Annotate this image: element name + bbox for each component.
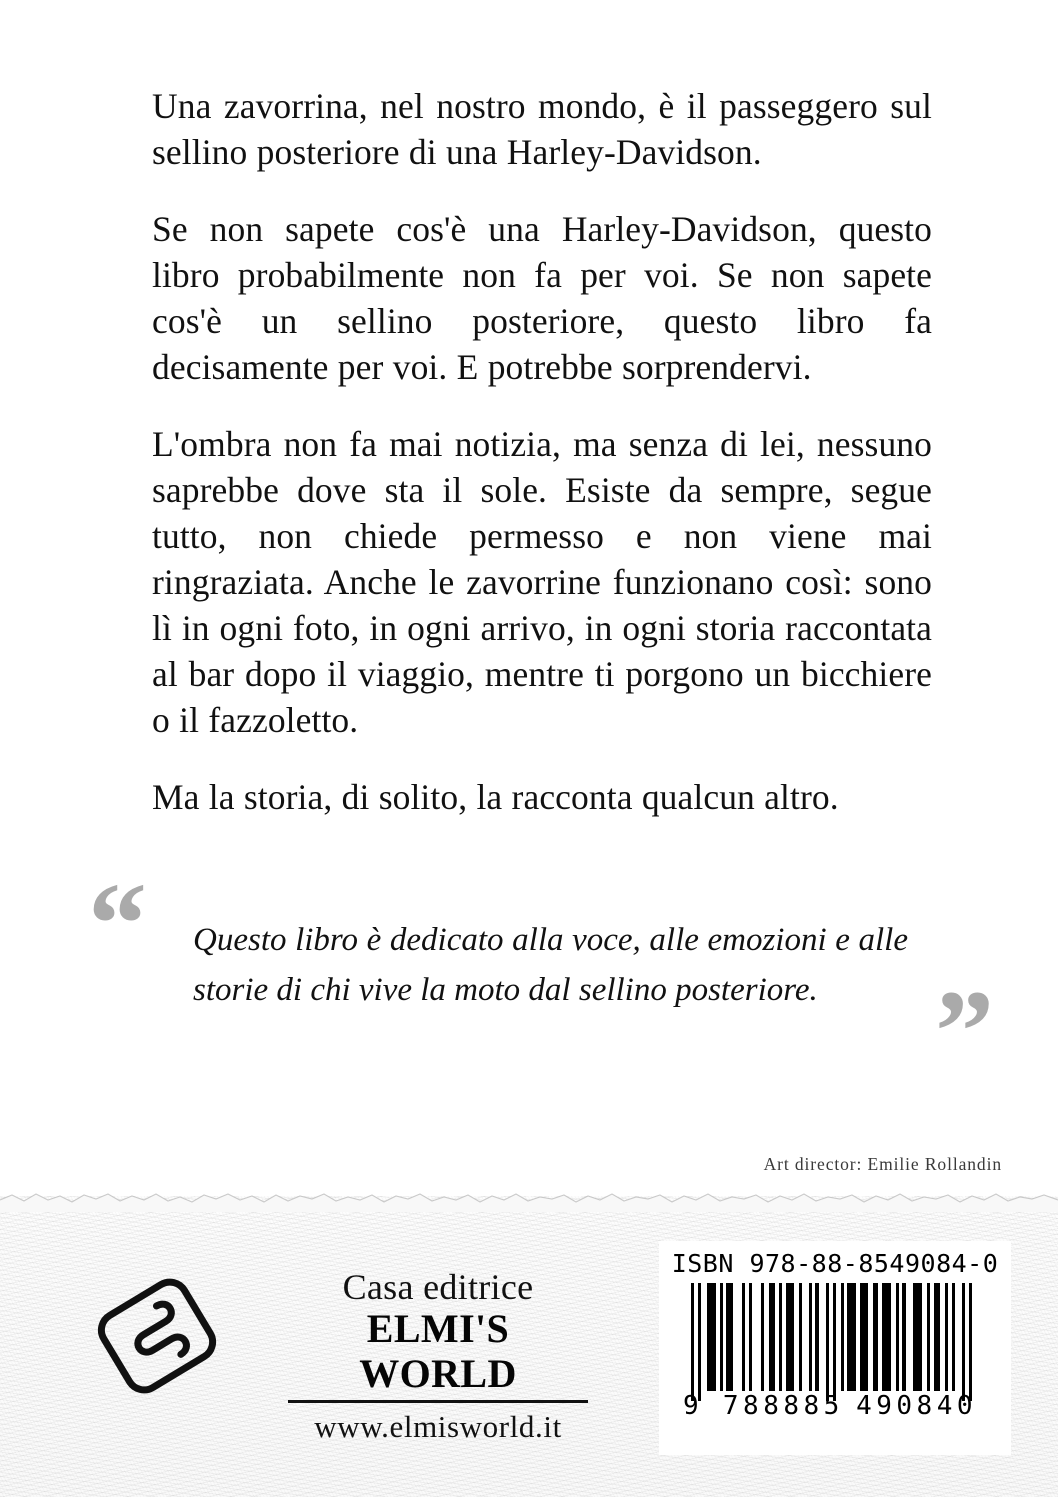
blurb-paragraph-3: L'ombra non fa mai notizia, ma senza di lei, nessuno saprebbe dove sta il sole. Esiste da sempre, segue tutto, non chiede permesso e non viene mai ringraziata. Anche le zavorrine funzionano così: sono lì in ogni foto, in ogni arrivo, in ogni storia raccontata al bar dopo il viaggio, mentre ti porgono un bicchiere o il fazzoletto. (152, 423, 932, 740)
barcode-digit-group-right: 490840 (856, 1391, 977, 1421)
blurb-paragraph-1: Una zavorrina, nel nostro mondo, è il passeggero sul sellino posteriore di una Harley-Davidson. (152, 86, 932, 172)
barcode-digit-prefix: 9 (683, 1391, 699, 1421)
isbn-label: ISBN 978-88-8549084-0 (671, 1249, 999, 1278)
barcode-digit-row (667, 1391, 1003, 1421)
publisher-website: www.elmisworld.it (314, 1409, 562, 1445)
publisher-block (96, 1267, 596, 1445)
blurb-paragraph-2: Se non sapete cos'è una Harley-Davidson, questo libro probabilmente non fa per voi. Se non sapete cos'è un sellino posteriore, questo libro fa decisamente per voi. E potrebbe sorprendervi. (152, 208, 932, 387)
dedication-quote-text: Questo libro è dedicato alla voce, alle emozioni e alle storie di chi vive la moto dal sellino posteriore. (193, 922, 908, 1009)
barcode-digit-group-left: 788885 (722, 1391, 844, 1421)
open-quote-icon: “ (88, 858, 147, 989)
publisher-logo-icon (96, 1270, 218, 1402)
publisher-text (288, 1268, 588, 1446)
publisher-name: ELMI'S WORLD (288, 1307, 588, 1404)
publisher-prefix: Casa editrice (342, 1267, 534, 1307)
dedication-quote-block (88, 858, 1000, 1097)
isbn-barcode-panel (659, 1241, 1011, 1455)
barcode-bars (687, 1283, 983, 1401)
close-quote-icon: ” (935, 966, 994, 1097)
back-cover-blurb (152, 84, 932, 821)
blurb-paragraph-4: Ma la storia, di solito, la racconta qualcun altro. (152, 776, 839, 817)
art-director-credit: Art director: Emilie Rollandin (763, 1154, 1002, 1174)
